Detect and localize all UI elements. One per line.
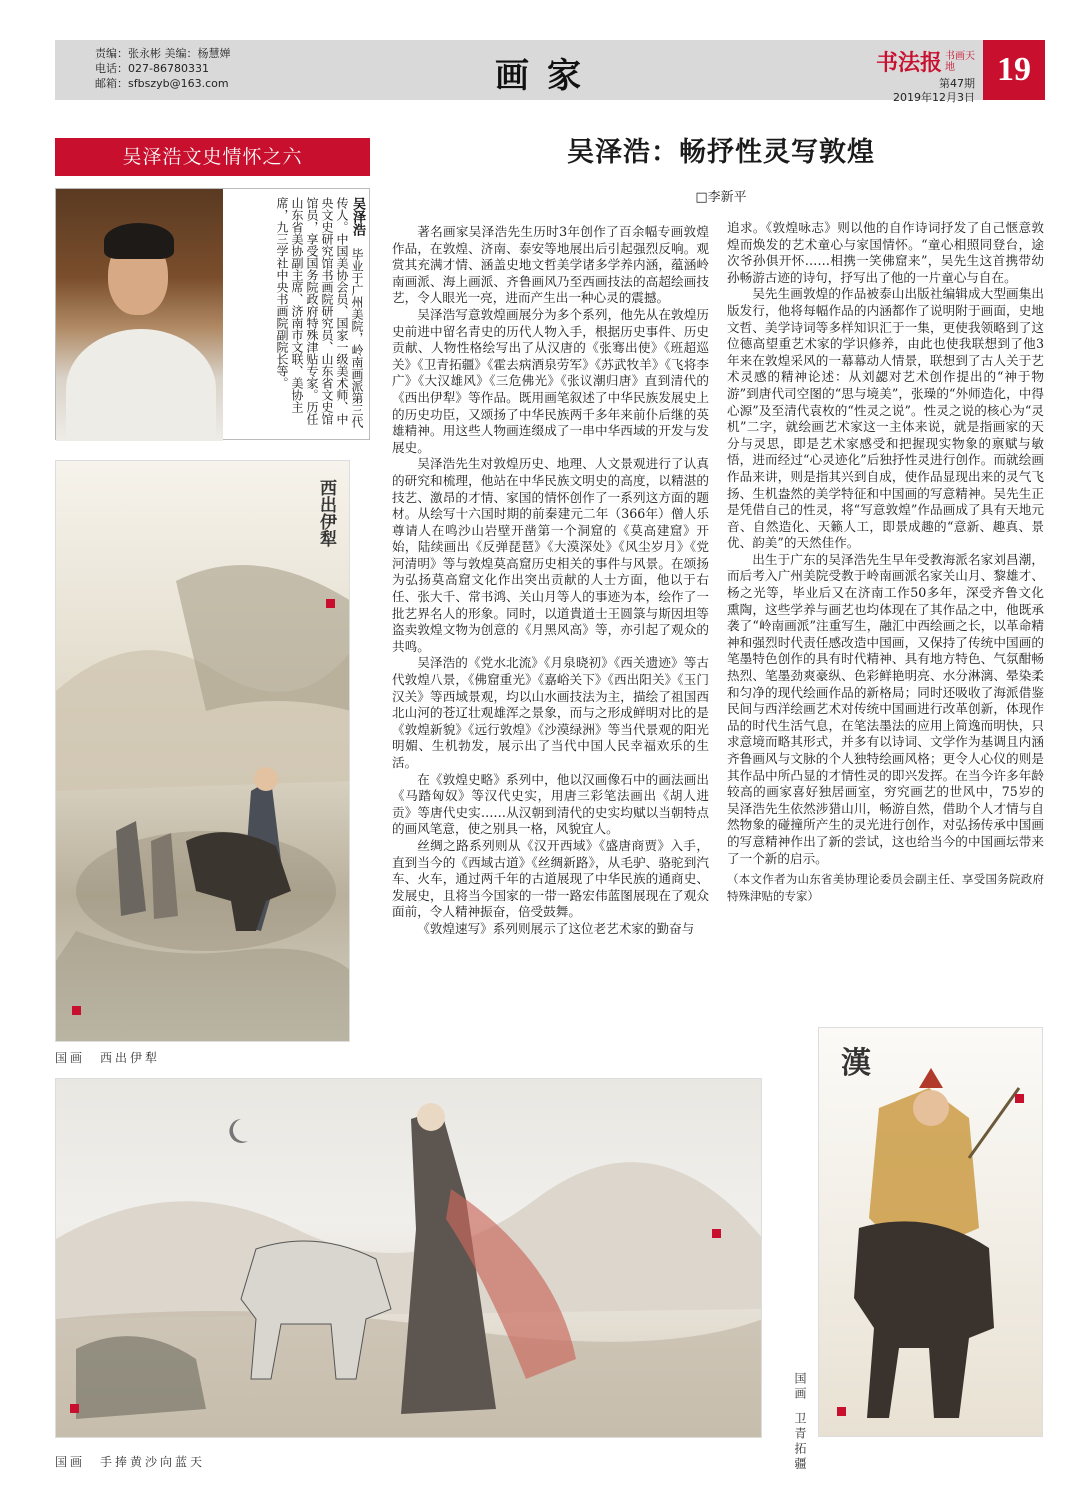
- painting-seal-2: [72, 1006, 81, 1015]
- painting-west-to-ili: [55, 460, 350, 1042]
- article-paragraph: 吴先生画敦煌的作品被泰山出版社编辑成大型画集出版发行，他将每幅作品的内涵都作了说明附于画面，史地文哲、美学诗词等多样知识汇于一集，更使我领略到了这位德高望重艺术家的学识修养，由此也使我联想到了他3年来在敦煌采风的一幕幕动人情景，联想到了古人关于艺术灵感的精神论述：从刘勰对艺术创作提出的“神于物游”到唐代司空图的“思与境美”，张璪的“外师造化，中得心源”及至清代袁枚的“性灵之说”。性灵之说的核心为“灵机”二字，就绘画艺术家这一主体来说，就是指画家的天分与灵思，即是艺术家感受和把握现实物象的禀赋与敏悟，进而经过“心灵迹化”后独抒性灵进行创作。而就绘画作品来讲，则是指其兴到自成，使作品显现出来的灵气飞扬、生机盎然的美学特征和中国画的写意精神。吴先生正是凭借自己的性灵，将“写意敦煌”作品画成了具有天地元音、自然造化、天籁人工，即景成趣的“意新、趣真、景优、韵美”的天然佳作。: [727, 286, 1044, 551]
- brand-logo: 书法报: [875, 50, 942, 76]
- caption-sand-to-sky: 国画 手捧黄沙向蓝天: [55, 1455, 206, 1469]
- painting-seal-1: [326, 599, 335, 608]
- section-title: 画家: [495, 56, 599, 96]
- article-paragraph: 丝绸之路系列则从《汉开西域》《盛唐商贾》入手，直到当今的《西域古道》《丝绸新路》，从毛驴、骆驼到汽车、火车，通过两千年的古道展现了中华民族的通商史、发展史，且将当今国家的一带一路宏伟蓝图展现在了观众面前，令人精神振奋，倍受鼓舞。: [392, 837, 709, 920]
- series-banner: 吴泽浩文史情怀之六: [55, 138, 370, 176]
- issue-number: 第47期: [939, 77, 975, 90]
- article-paragraph: 吴泽浩先生对敦煌历史、地理、人文景观进行了认真的研究和梳理，他站在中华民族文明史的高度，以精湛的技艺、激昂的才情、家国的情怀创作了一系列这方面的题材。从绘写十六国时期的前秦建元二年（366年）僧人乐尊请人在鸣沙山岩壁开凿第一个洞窟的《莫高建窟》开始，陆续画出《反弹琵琶》《大漠深处》《风尘岁月》《党河清明》等与敦煌莫高窟历史相关的事件与风景。在颂扬为弘扬莫高窟文化作出突出贡献的人士方面，他以于右任、张大千、常书鸿、关山月等人的事迹为本，绘作了一批艺界名人的形象。同时，以道貴道士王圆箓与斯因坦等盗卖敦煌文物为创意的《月黑风高》等，亦引起了观众的共鸣。: [392, 456, 709, 654]
- page-number: 19: [983, 40, 1045, 100]
- caption-west-to-ili: 国画 西出伊犁: [55, 1051, 161, 1065]
- editor-credit: 责编：张永彬 美编：杨慧婵: [95, 47, 231, 60]
- article-paragraph: 出生于广东的吴泽浩先生早年受教海派名家刘昌潮，而后考入广州美院受教于岭南画派名家关山月、黎雄才、杨之光等，毕业后又在济南工作50多年，深受齐鲁文化熏陶，这些学养与画艺也均体现在了其作品之中，他既承袭了“岭南画派”注重写生，融汇中西绘画之长，以革命精神和强烈时代责任感改造中国画，又保持了传统中国画的笔墨特色创作的具有时代精神、具有地方特色、气氛酣畅热烈、笔墨劲爽豪纵、色彩鲜艳明亮、水分淋漓、晕染柔和匀净的现代绘画作品的新格局；同时还吸收了海派借鉴民间与西洋绘画艺术对传统中国画进行改革创新，体现作品的时代生活气息，在笔法墨法的应用上简逸而明快，只求意境而略其形式，并多有以诗词、文学作为基调且内涵齐鲁画风与文脉的个人独特绘画风格；更令人心仪的则是其作品中所凸显的才情性灵的即兴发挥。在当今许多年龄较高的画家喜好独居画室，穷究画艺的世风中，75岁的吴泽浩先生依然涉猎山川，畅游自然，借助个人才情与自然物象的碰撞所产生的灵光进行创作，对弘扬传承中国画的写意精神作出了新的尝试，这也给当今的中国画坛带来了一个新的启示。: [727, 551, 1044, 866]
- article-paragraph: 吴泽浩的《党水北流》《月泉晓初》《西关遗迹》等古代敦煌八景，《佛窟重光》《嘉峪关下》《西出阳关》《玉门汉关》等西域景观，均以山水画技法为主，描绘了祖国西北山河的苍辽壮观雄浑之景象，而与之形成鲜明对比的是《敦煌新貌》《远行敦煌》《沙漠绿洲》等当代景观的阳光明媚、生机勃发，展示出了当代中国人民幸福欢乐的生活。: [392, 655, 709, 770]
- painting-cliff: [176, 565, 350, 711]
- artist-name: 吴泽浩: [350, 197, 365, 236]
- article-byline: □李新平: [695, 190, 747, 205]
- painting-seal-3: [70, 1404, 79, 1413]
- article-headline: 吴泽浩：畅抒性灵写敦煌: [567, 137, 875, 168]
- painting-crescent-moon: [229, 1119, 248, 1143]
- email-credit: 邮箱：sfbszyb@163.com: [95, 77, 229, 90]
- author-footnote: （本文作者为山东省美协理论委员会副主任、享受国务院政府特殊津贴的专家）: [727, 872, 1044, 903]
- painting-weiqing-inscription: 漢: [841, 1046, 871, 1081]
- painting-west-to-ili-inscription: 西出伊犁: [316, 479, 336, 547]
- painting-snow-mountains: [56, 1162, 762, 1319]
- figure-official-head: [254, 767, 278, 791]
- artist-portrait-photo: [56, 189, 223, 441]
- painting-weiqing: [818, 1027, 1043, 1437]
- issue-date: 2019年12月3日: [893, 91, 975, 104]
- masthead: [55, 40, 1045, 104]
- phone-credit: 电话：027-86780331: [95, 62, 209, 75]
- article-column-1: [392, 224, 709, 938]
- brand-subtitle: 书画天地: [945, 50, 975, 73]
- figure-sage-head: [417, 1103, 445, 1131]
- article-paragraph: 在《敦煌史略》系列中，他以汉画像石中的画法画出《马踏匈奴》等汉代史实，用唐三彩笔法画出《胡人进贡》等唐代史实……从汉朝到清代的史实均赋以当朝特点的画风笔意，使之别具一格，风貌宜人。: [392, 771, 709, 837]
- article-column-2: [727, 220, 1044, 904]
- painting-sand-to-sky: [55, 1078, 762, 1438]
- portrait-jacket: [66, 329, 216, 441]
- newspaper-brand: [876, 46, 975, 105]
- article-paragraph: 追求。《敦煌咏志》则以他的自作诗词抒发了自己惬意敦煌而焕发的艺术童心与家国情怀。“童心相照同登台，途次爷孙俱开怀……相携一笑佛窟来”，吴先生这首携带幼孙畅游古迹的诗句，抒写出了他的一片童心与自在。: [727, 220, 1044, 285]
- artist-bio-box: [55, 188, 370, 440]
- caption-weiqing-title: 卫青拓疆: [793, 1412, 807, 1472]
- painting-seal-4: [712, 1229, 721, 1238]
- figure-general-head: [913, 1090, 949, 1126]
- article-paragraph: 吴泽浩写意敦煌画展分为多个系列，他先从在敦煌历史前进中留名青史的历代人物入手，根据历史事件、历史贡献、人物性格绘写出了从汉唐的《张骞出使》《班超巡关》《卫青拓疆》《霍去病酒泉劳军》《苏武牧羊》《飞将李广》《大汉雄风》《三危佛光》《张议潮归唐》直到清代的《西出伊犁》等作品。既用画笔叙述了中华民族发展史上的历史功臣，又颂扬了中华民族两千多年来前仆后继的英雄精神。用这些人物画连缀成了一串中华西域的开发与发展史。: [392, 306, 709, 455]
- general-helmet-plume: [919, 1068, 943, 1088]
- caption-weiqing-type: 国画: [793, 1372, 807, 1402]
- portrait-hair: [104, 223, 174, 259]
- artist-bio-text: [231, 197, 365, 433]
- painting-sand-to-sky-art: [56, 1079, 762, 1438]
- painting-seal-5: [1015, 1094, 1024, 1103]
- painting-seal-6: [837, 1407, 846, 1416]
- article-paragraph: 《敦煌速写》系列则展示了这位老艺术家的勤奋与: [417, 920, 695, 936]
- warhorse: [854, 1221, 994, 1418]
- article-paragraph: 著名画家吴泽浩先生历时3年创作了百余幅专画敦煌作品，在敦煌、济南、泰安等地展出后引起强烈反响。观赏其充满才情、涵盖史地文哲美学诸多学养内涵，蕴涵岭南画派、海上画派、齐鲁画风乃至西画技法的高超绘画技艺，令人眼光一亮，进而产生出一种心灵的震撼。: [392, 224, 709, 306]
- general-weapon: [969, 1088, 1019, 1158]
- credits-block: [95, 46, 231, 91]
- painting-weiqing-art: [819, 1028, 1043, 1437]
- painting-west-to-ili-art: [56, 461, 350, 1042]
- artist-bio-body: 毕业于广州美院，岭南画派第三代传人。中国美协会员、国家一级美术师、中央文史研究馆书画院研究员、山东省文史馆馆员，享受国务院政府特殊津贴专家。历任山东省美协副主席、济南市文联、美协主席，九三学社中央书画院副院长等。: [275, 197, 364, 428]
